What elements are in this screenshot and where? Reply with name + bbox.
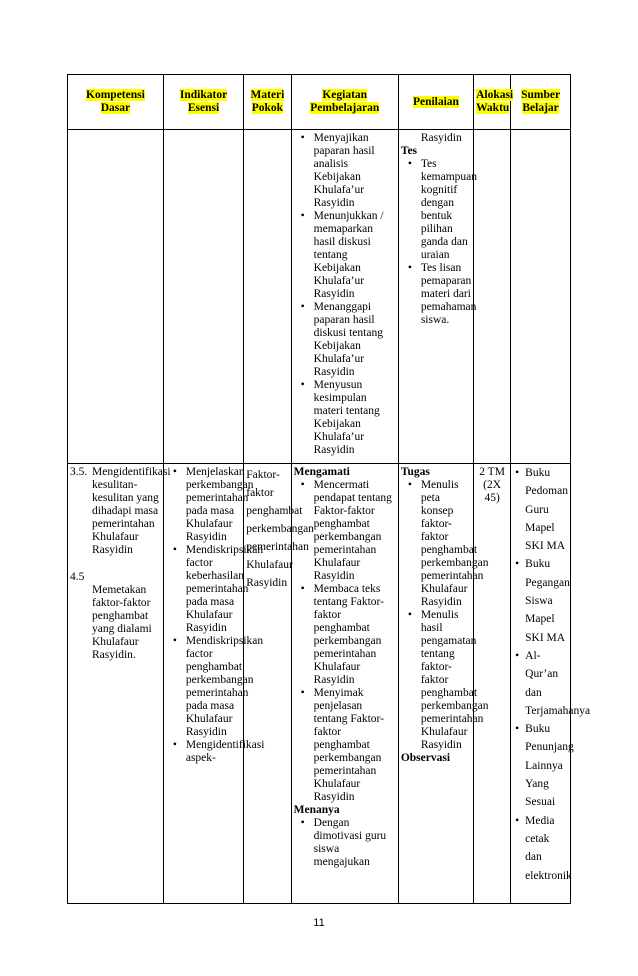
penilaian-heading-tugas: Tugas bbox=[400, 466, 430, 478]
list-item: • Menyusun kesimpulan materi tentang Kebijakan Khulafa’ur Rasyidin bbox=[314, 379, 396, 457]
cell-kompetensi bbox=[68, 464, 171, 904]
penilaian-heading: Tes bbox=[400, 145, 418, 157]
table-row bbox=[68, 464, 571, 904]
penilaian-list bbox=[401, 158, 478, 327]
list-item: • Media cetak dan elektronik bbox=[525, 812, 568, 885]
header-indikator: Indikator Esensi bbox=[163, 75, 243, 130]
cell-materi bbox=[244, 130, 291, 464]
list-item: • Mengidentifikasi aspek- bbox=[186, 739, 241, 765]
list-item: • Menulis hasil pengamatan tentang faktor-faktor penghambat perkembangan pemerintahan Khulafaur Rasyidin bbox=[421, 609, 471, 752]
header-sumber: Sumber Belajar bbox=[511, 75, 571, 130]
penilaian-heading-observasi: Observasi bbox=[400, 752, 451, 764]
header-kegiatan: Kegiatan Pembelajaran bbox=[291, 75, 398, 130]
kd-number: 4.5 bbox=[70, 571, 85, 583]
sumber-list bbox=[513, 464, 591, 885]
materi-text: Faktor-faktor penghambat perkembangan pemerintahan Khulafaur Rasyidin bbox=[246, 469, 314, 589]
cell-penilaian bbox=[398, 130, 478, 464]
list-item: • Buku Penunjang Lainnya Yang Sesuai bbox=[525, 720, 568, 811]
header-materi: Materi Pokok bbox=[244, 75, 291, 130]
list-item: • Menanggapi paparan hasil diskusi tentang Kebijakan Khulafa’ur Rasyidin bbox=[314, 301, 396, 379]
cell-kegiatan bbox=[291, 130, 398, 464]
kd-item bbox=[70, 466, 171, 557]
page-number: 11 bbox=[313, 917, 325, 929]
list-item: • Menulis peta konsep faktor-faktor penghambat perkembangan pemerintahan Khulafaur Rasyidin bbox=[421, 479, 471, 609]
cell-kompetensi bbox=[68, 130, 164, 464]
penilaian-continued: Rasyidin bbox=[420, 132, 462, 144]
cell-indikator bbox=[163, 130, 243, 464]
kd-text: Memetakan faktor-faktor penghambat yang dialami Khulafaur Rasyidin. bbox=[92, 584, 152, 661]
cell-penilaian bbox=[398, 464, 489, 904]
header-kompetensi: Kompetensi Dasar bbox=[68, 75, 164, 130]
list-item: • Al-Qur’an dan Terjamahanya bbox=[525, 647, 568, 720]
cell-sumber bbox=[511, 464, 591, 904]
header-alokasi: Alokasi Waktu bbox=[474, 75, 511, 130]
list-item: • Menunjukkan / memaparkan hasil diskusi tentang Kebijakan Khulafa’ur Rasyidin bbox=[314, 210, 396, 301]
list-item: • Menyajikan paparan hasil analisis Kebijakan Khulafa’ur Rasyidin bbox=[314, 132, 396, 210]
list-item: • Mencermati pendapat tentang Faktor-faktor penghambat perkembangan pemerintahan Khulafaur Rasyidin bbox=[314, 479, 396, 583]
table-row bbox=[68, 130, 571, 464]
kd-text: Mengidentifikasi kesulitan-kesulitan yang dihadapi masa pemerintahan Khulafaur Rasyidin bbox=[92, 466, 171, 556]
list-item: • Menjelaskan perkembangan pemerintahan pada masa Khulafaur Rasyidin bbox=[186, 466, 241, 544]
header-row bbox=[68, 75, 571, 130]
kegiatan-list bbox=[294, 132, 396, 457]
kd-item bbox=[70, 584, 161, 662]
list-item: • Mendiskripsikan factor keberhasilan pemerintahan pada masa Khulafaur Rasyidin bbox=[186, 544, 241, 635]
list-item: • Tes lisan pemaparan materi dari pemahaman siswa. bbox=[421, 262, 471, 327]
cell-alokasi bbox=[474, 464, 511, 904]
cell-alokasi bbox=[474, 130, 511, 464]
list-item: • Dengan dimotivasi guru siswa mengajukan bbox=[314, 817, 396, 869]
alokasi-text: 2 TM (2X 45) bbox=[479, 466, 505, 504]
list-item: • Membaca teks tentang Faktor-faktor penghambat perkembangan pemerintahan Khulafaur Rasyidin bbox=[314, 583, 396, 687]
list-item: • Buku Pedoman Guru Mapel SKI MA bbox=[525, 464, 568, 555]
kd-item bbox=[70, 571, 161, 584]
list-item: • Buku Pegangan Siswa Mapel SKI MA bbox=[525, 555, 568, 646]
cell-indikator bbox=[163, 464, 265, 904]
list-item: • Menyimak penjelasan tentang Faktor-faktor penghambat perkembangan pemerintahan Khulafaur Rasyidin bbox=[314, 687, 396, 804]
kegiatan-list bbox=[294, 817, 396, 869]
kegiatan-heading-mengamati: Mengamati bbox=[293, 466, 350, 478]
penilaian-list bbox=[401, 479, 489, 752]
list-item: • Tes kemampuan kognitif dengan bentuk pilihan ganda dan uraian bbox=[421, 158, 471, 262]
kd-number: 3.5. bbox=[70, 466, 88, 478]
list-item: • Mendiskripsikan factor penghambat perkembangan pemerintahan pada masa Khulafaur Rasyidin bbox=[186, 635, 241, 739]
lesson-plan-table bbox=[67, 74, 591, 904]
cell-sumber bbox=[511, 130, 571, 464]
header-penilaian: Penilaian bbox=[398, 75, 473, 130]
indikator-list bbox=[166, 466, 265, 765]
kegiatan-heading-menanya: Menanya bbox=[293, 804, 340, 816]
